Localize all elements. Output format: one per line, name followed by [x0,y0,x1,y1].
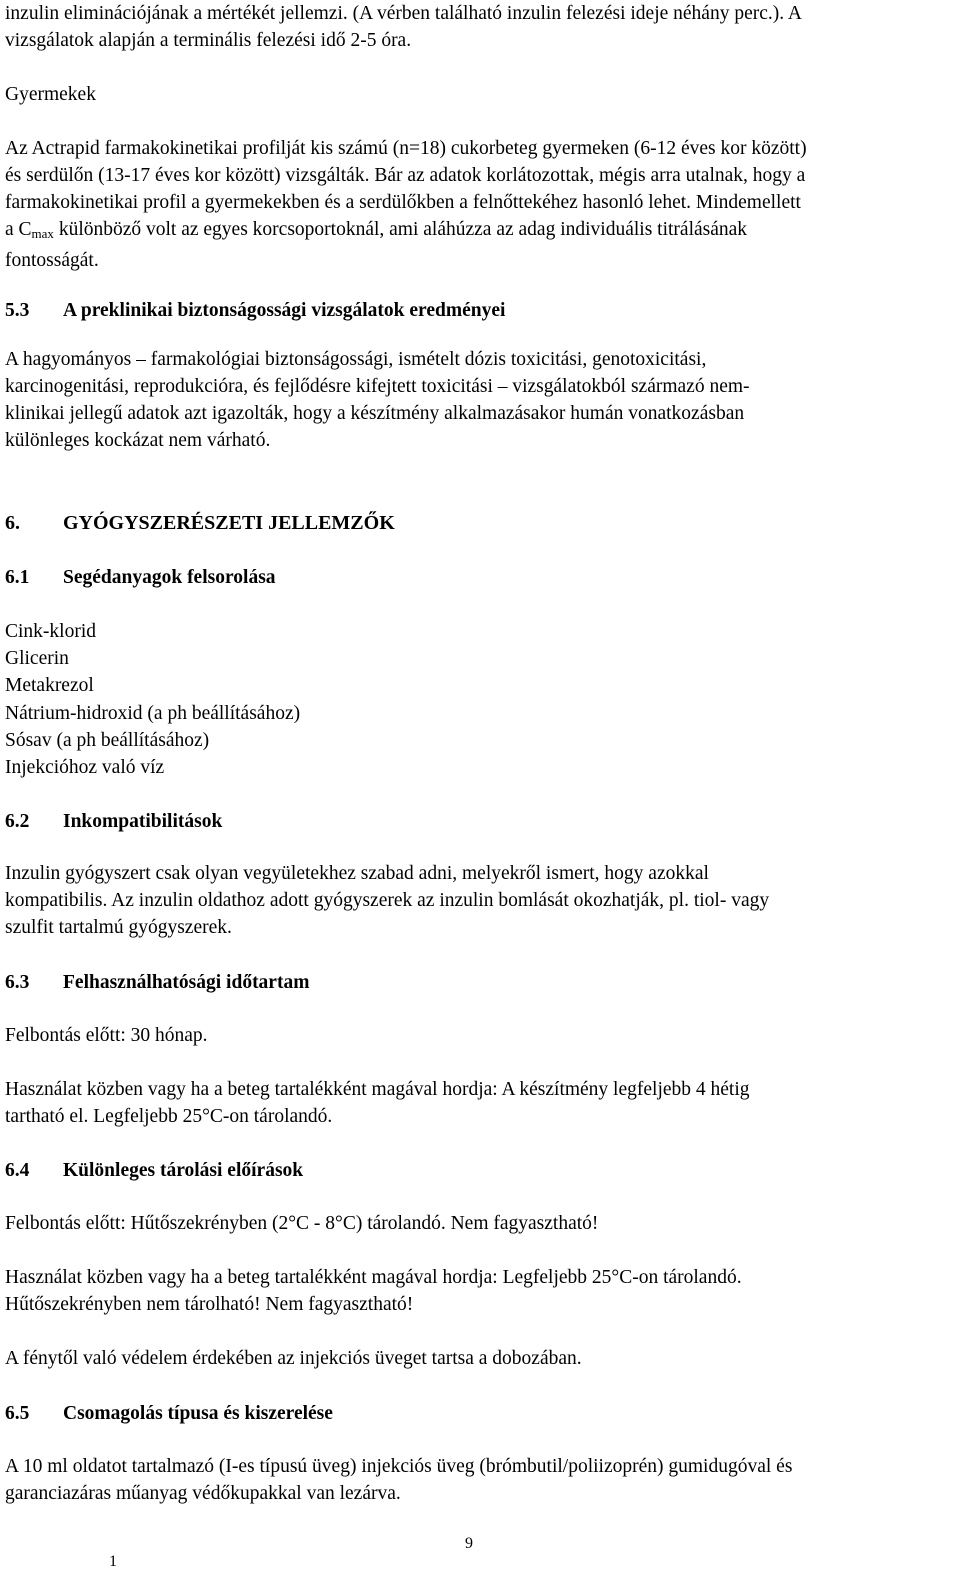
list-item: Cink-klorid [5,621,96,642]
shelf-life-in-use [5,1076,950,1130]
text-line: Használat közben vagy ha a beteg tartalékként magával hordja: Legfeljebb 25°C-on tárolandó. [5,1267,742,1288]
children-subheading: Gyermekek [5,84,96,105]
footnote-marker: 1 [109,1553,117,1570]
list-item: Nátrium-hidroxid (a ph beállításához) [5,702,301,724]
text-line: garanciazáras műanyag védőkupakkal van lezárva. [5,1483,401,1504]
light-protection-note: A fénytől való védelem érdekében az injekciós üveget tartsa a dobozában. [5,1348,582,1369]
incompatibilities-paragraph [5,860,950,941]
text-line: és serdülőn (13-17 éves kor között) vizsgálták. Bár az adatok korlátozottak, mégis arra utalnak, hogy a [5,165,806,186]
text-line: klinikai jellegű adatok azt igazolták, hogy a készítmény alkalmazásakor humán vonatkozásban [5,403,745,424]
list-item: Sósav (a ph beállításához) [5,729,210,751]
text-line: a $C_{max}$ különböző volt az egyes korcsoportoknál, ami aláhúzza az adag individuális titrálásának [5,219,748,241]
text-line: Hűtőszekrényben nem tárolható! Nem fagyasztható! [5,1294,414,1315]
text-line: különleges kockázat nem várható. [5,430,271,451]
section-heading-6: 6. GYÓGYSZERÉSZETI JELLEMZŐK [5,512,395,534]
section-heading-6-4: 6.4 Különleges tárolási előírások [5,1160,304,1181]
shelf-life-before-opening: Felbontás előtt: 30 hónap. [5,1025,208,1046]
excipients-list [5,618,300,781]
list-item: Metakrezol [5,675,94,697]
text-line: Inzulin gyógyszert csak olyan vegyületekhez szabad adni, melyekről ismert, hogy azokkal [5,863,709,884]
preclinical-paragraph [5,346,950,454]
text-line: kompatibilis. Az inzulin oldathoz adott gyógyszerek az inzulin bomlását okozhatják, pl. tiol- vagy [5,890,770,911]
storage-in-use [5,1264,950,1318]
text-line: Az Actrapid farmakokinetikai profilját kis számú (n=18) cukorbeteg gyermeken (6-12 éves kor között) [5,138,807,159]
section-heading-6-5: 6.5 Csomagolás típusa és kiszerelése [5,1403,333,1424]
section-heading-6-3: 6.3 Felhasználhatósági időtartam [5,972,310,993]
text-line: Használat közben vagy ha a beteg tartalékként magával hordja: A készítmény legfeljebb 4 hétig [5,1079,750,1100]
text-line: vizsgálatok alapján a terminális felezési idő 2-5 óra. [5,30,412,51]
list-item: Glicerin [5,648,69,670]
children-paragraph [5,135,950,274]
text-line: farmakokinetikai profil a gyermekekben és a serdülőkben a felnőttekéhez hasonló lehet. Mindemellett [5,192,801,213]
text-line: A 10 ml oldatot tartalmazó (I-es típusú üveg) injekciós üveg (brómbutil/poliizoprén) gumidugóval és [5,1456,793,1477]
text-line: A hagyományos – farmakológiai biztonságossági, ismételt dózis toxicitási, genotoxicitási, [5,349,707,370]
text-line: fontosságát. [5,250,99,271]
subscript: max [31,226,54,241]
storage-before-opening: Felbontás előtt: Hűtőszekrényben (2°C - 8°C) tárolandó. Nem fagyasztható! [5,1213,599,1234]
text-line: inzulin eliminációjának a mértékét jellemzi. (A vérben található inzulin felezési ideje néhány perc.). A [5,3,803,24]
list-item: Injekcióhoz való víz [5,757,165,779]
intro-paragraph [5,0,950,54]
text-line: tartható el. Legfeljebb 25°C-on tárolandó. [5,1106,333,1127]
section-heading-6-1: 6.1 Segédanyagok felsorolása [5,567,276,588]
packaging-paragraph [5,1453,950,1507]
text-line: szulfit tartalmú gyógyszerek. [5,917,232,938]
page-number: 9 [465,1535,473,1552]
section-heading-5-3: 5.3 A preklinikai biztonságossági vizsgálatok eredményei [5,300,506,321]
text-line: karcinogenitási, reprodukcióra, és fejlődésre kifejtett toxicitási – vizsgálatokból származó nem- [5,376,750,397]
section-heading-6-2: 6.2 Inkompatibilitások [5,811,223,832]
